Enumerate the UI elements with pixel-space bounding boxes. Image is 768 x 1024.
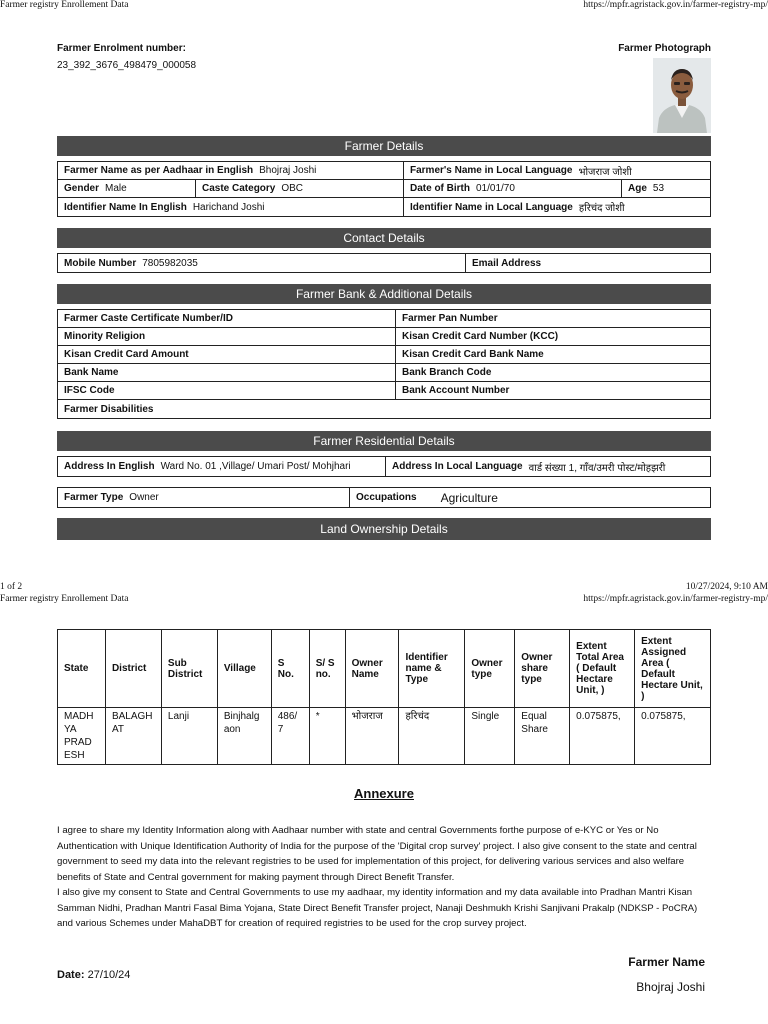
col-header: Village: [217, 630, 271, 708]
cell-assigned-area: 0.075875,: [635, 708, 711, 765]
date-label: Date:: [57, 969, 85, 981]
contact-grid: [57, 253, 711, 273]
age: Age 53: [628, 183, 665, 194]
col-header: Owner type: [465, 630, 515, 708]
date-line: [57, 969, 130, 981]
col-header: Extent Total Area ( Default Hectare Unit, ): [570, 630, 635, 708]
col-header: Extent Assigned Area ( Default Hectare Unit, ): [635, 630, 711, 708]
cell-total-area: 0.075875,: [570, 708, 635, 765]
bank-name: Bank Name: [58, 364, 396, 381]
section-contact-details: Contact Details: [57, 228, 711, 248]
farmer-name-local: Farmer's Name in Local Language भोजराज जोशी: [410, 165, 632, 178]
cell-share-type: Equal Share: [515, 708, 570, 765]
print-header-url-2[interactable]: https://mpfr.agristack.gov.in/farmer-registry-mp/: [583, 594, 768, 604]
cell-district: BALAGH AT: [105, 708, 161, 765]
section-residential-details: Farmer Residential Details: [57, 431, 711, 451]
land-table-header: [58, 630, 711, 708]
consent-paragraph-2: I also give my consent to State and Central Governments to use my aadhaar, my identity information and my data available into Pradhan Mantri Kisan Samman Nidhi, Pradhan Mantri Fasal Bima Yojana, State Direct Benefit Transfer project, Nanaji Deshmukh Krishi Sanjivani Prakalp (NDKSP - PoCRA) and various Schemes under MahaDBT for creation of required registries to be used for the crop survey project.: [57, 887, 698, 929]
consent-paragraph-1: I agree to share my Identity Information along with Aadhaar number with state and central Governments forthe purpose of e-KYC or Yes or No Authentication with Unique Identification Authority of India for the purpose of the 'Digital crop survey' project. I also give consent to the state and central government to seed my data into the relevant registries to be used for implementation of this project, for delivering various services and also welfare benefits of State and Central government for making payment through Direct Benefit Transfer.: [57, 825, 697, 883]
land-ownership-table: [57, 629, 711, 765]
print-datetime: 10/27/2024, 9:10 AM: [685, 582, 768, 592]
cell-owner-name: भोजराज: [345, 708, 399, 765]
farmer-details-grid: [57, 161, 711, 217]
col-header: Identifier name & Type: [399, 630, 465, 708]
email-address: Email Address: [472, 257, 542, 269]
enrolment-number-value: 23_392_3676_498479_000058: [57, 60, 197, 71]
mobile-number: Mobile Number 7805982035: [58, 254, 466, 272]
kcc-bank-name: Kisan Credit Card Bank Name: [402, 349, 544, 360]
farmer-name-en: Farmer Name as per Aadhaar in English Bhojraj Joshi: [58, 162, 404, 179]
cell-s-no: 486/ 7: [271, 708, 309, 765]
print-header-title-2: Farmer registry Enrollement Data: [0, 594, 129, 604]
farmer-photo: [653, 58, 711, 133]
minority-religion: Minority Religion: [58, 328, 396, 345]
cell-owner-type: Single: [465, 708, 515, 765]
cell-state: MADH YA PRAD ESH: [58, 708, 106, 765]
farmer-disabilities: Farmer Disabilities: [64, 403, 154, 415]
address-english: Address In English Ward No. 01 ,Village/ Umari Post/ Mohjhari: [58, 457, 386, 476]
col-header: District: [105, 630, 161, 708]
farmer-portrait-icon: [653, 58, 711, 133]
cell-ss-no: *: [309, 708, 345, 765]
annexure-title-wrap: [0, 786, 768, 801]
cell-identifier: हरिचंद: [399, 708, 465, 765]
occupations: Occupations Agriculture: [356, 490, 498, 505]
bank-branch-code: Bank Branch Code: [402, 367, 492, 378]
bank-account-number: Bank Account Number: [402, 385, 510, 396]
col-header: Sub District: [161, 630, 217, 708]
enrolment-number-label: Farmer Enrolment number:: [57, 43, 186, 54]
bank-grid: [57, 309, 711, 419]
date-of-birth: Date of Birth 01/01/70: [404, 180, 622, 197]
print-header-title: Farmer registry Enrollement Data: [0, 0, 129, 10]
section-land-ownership: Land Ownership Details: [57, 518, 711, 540]
table-row: [58, 708, 711, 765]
kcc-number: Kisan Credit Card Number (KCC): [402, 331, 559, 342]
address-local: Address In Local Language वार्ड संख्या 1, गाँव/उमरी पोस्ट/मोहझरी: [392, 461, 666, 474]
ifsc-code: IFSC Code: [58, 382, 396, 399]
caste-category: Caste Category OBC: [196, 180, 404, 197]
pan-number: Farmer Pan Number: [402, 313, 498, 324]
signature-label: Farmer Name: [628, 955, 705, 969]
section-bank-details: Farmer Bank & Additional Details: [57, 284, 711, 304]
cell-sub-district: Lanji: [161, 708, 217, 765]
farmer-type-grid: [57, 487, 711, 508]
print-header-url[interactable]: https://mpfr.agristack.gov.in/farmer-registry-mp/: [583, 0, 768, 10]
caste-certificate-number: Farmer Caste Certificate Number/ID: [58, 310, 396, 327]
annexure-title: Annexure: [354, 786, 414, 801]
identifier-name-local: Identifier Name in Local Language हरिचंद जोशी: [410, 201, 625, 214]
date-value: 27/10/24: [87, 969, 131, 981]
col-header: Owner Name: [345, 630, 399, 708]
gender: Gender Male: [58, 180, 196, 197]
col-header: S/ S no.: [309, 630, 345, 708]
col-header: S No.: [271, 630, 309, 708]
identifier-name-en: Identifier Name In English Harichand Joshi: [58, 198, 404, 216]
residential-grid: [57, 456, 711, 477]
col-header: State: [58, 630, 106, 708]
signature-name: Bhojraj Joshi: [636, 980, 705, 994]
photo-label: Farmer Photograph: [618, 43, 711, 54]
section-farmer-details: Farmer Details: [57, 136, 711, 156]
kcc-amount: Kisan Credit Card Amount: [58, 346, 396, 363]
cell-village: Binjhalg aon: [217, 708, 271, 765]
farmer-type: Farmer Type Owner: [58, 488, 350, 507]
page-number: 1 of 2: [0, 582, 23, 592]
col-header: Owner share type: [515, 630, 570, 708]
